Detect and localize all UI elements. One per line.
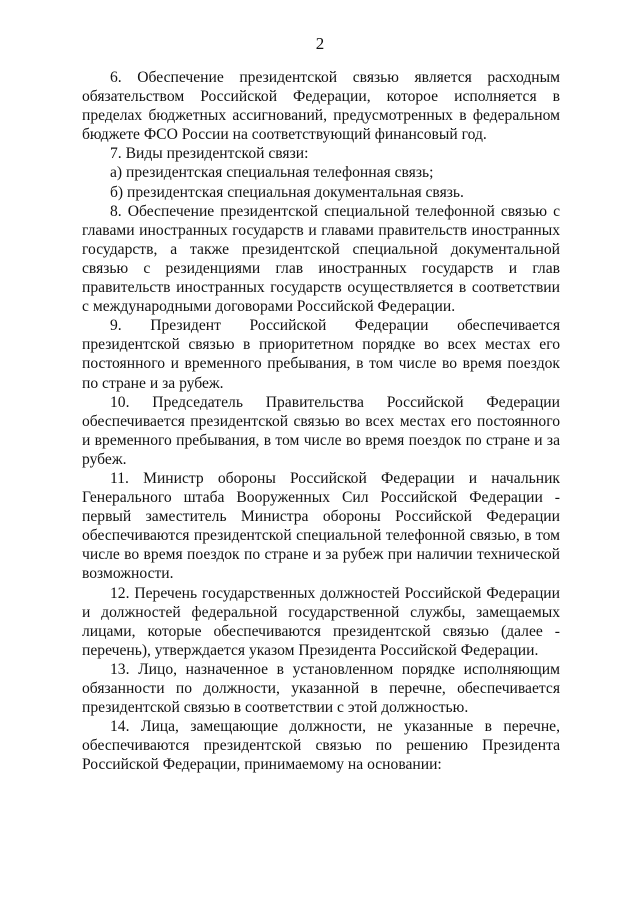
paragraph-9: 9. Президент Российской Федерации обеспечивается президентской связью в приоритетном порядке во всех местах его постоянного и временного пребывания, в том числе во время поездок по стране и за рубеж.	[82, 317, 560, 392]
document-body	[82, 68, 560, 774]
paragraph-13: 13. Лицо, назначенное в установленном порядке исполняющим обязанности по должности, указанной в перечне, обеспечивается президентской связью в соответствии с этой должностью.	[82, 660, 560, 717]
paragraph-10: 10. Председатель Правительства Российской Федерации обеспечивается президентской связью во всех местах его постоянного и временного пребывания, в том числе во время поездок по стране и за рубеж.	[82, 393, 560, 468]
paragraph-11: 11. Министр обороны Российской Федерации и начальник Генерального штаба Вооруженных Сил Российской Федерации - первый заместитель Министра обороны Российской Федерации обеспечиваются президентской специальной телефонной связью, в том числе во время поездок по стране и за рубеж при наличии технической возможности.	[82, 469, 560, 583]
list-item-a: а) президентская специальная телефонная связь;	[110, 164, 434, 182]
paragraph-6: 6. Обеспечение президентской связью является расходным обязательством Российской Федерации, которое исполняется в пределах бюджетных ассигнований, предусмотренных в федеральном бюджете ФСО России на соответствующий финансовый год.	[82, 69, 560, 144]
paragraph-14: 14. Лица, замещающие должности, не указанные в перечне, обеспечиваются президентской связью по решению Президента Российской Федерации, принимаемому на основании:	[82, 718, 560, 774]
page-number: 2	[315, 34, 325, 53]
paragraph-7: 7. Виды президентской связи:	[110, 145, 309, 163]
list-item-b: б) президентская специальная документальная связь.	[110, 183, 464, 201]
paragraph-8: 8. Обеспечение президентской специальной телефонной связью с главами иностранных государств и главами правительств иностранных государств, а также президентской специальной документальной связью с резиденциями глав иностранных государств и глав правительств иностранных государств осуществляется в соответствии с международными договорами Российской Федерации.	[82, 202, 560, 316]
paragraph-12: 12. Перечень государственных должностей Российской Федерации и должностей федеральной государственной службы, замещаемых лицами, которые обеспечиваются президентской связью (далее - перечень), утверждается указом Президента Российской Федерации.	[82, 584, 560, 659]
